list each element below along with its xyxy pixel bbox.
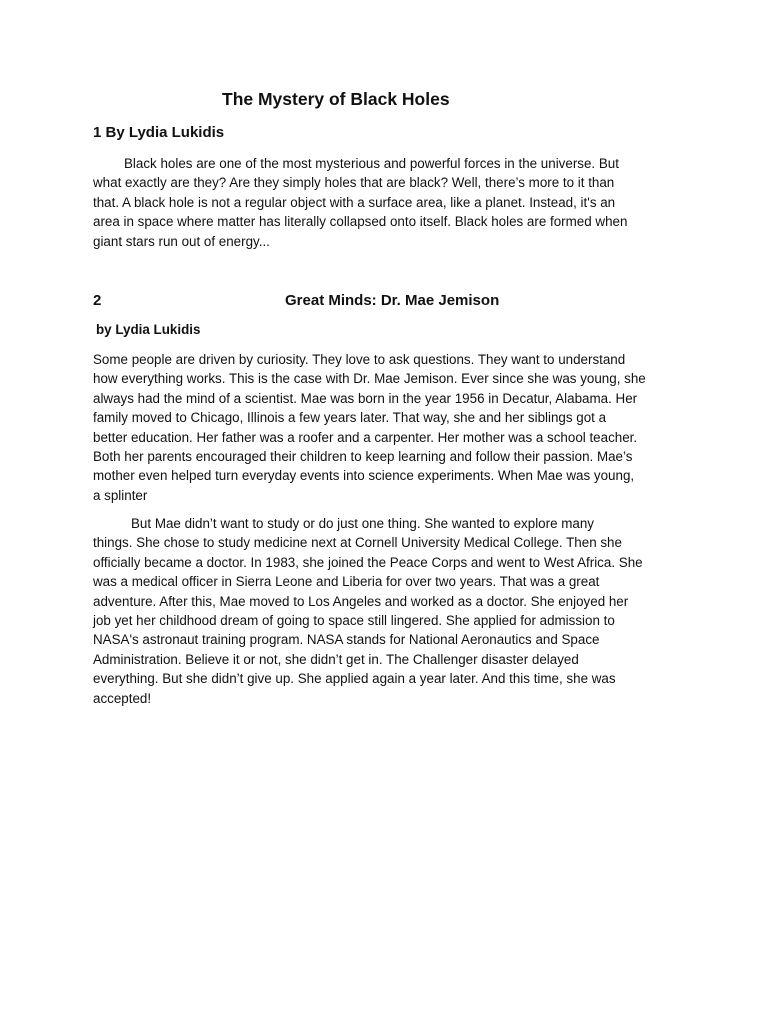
- section1-byline: 1 By Lydia Lukidis: [93, 124, 225, 141]
- paragraph-line: Some people are driven by curiosity. They love to ask questions. They want to understand: [93, 352, 626, 367]
- paragraph-line: things. She chose to study medicine next at Cornell University Medical College. Then she: [93, 535, 622, 551]
- paragraph-line: Both her parents encouraged their children to keep learning and follow their passion. Mae’s: [93, 449, 633, 465]
- paragraph-line: giant stars run out of energy...: [93, 233, 270, 249]
- paragraph-line: was a medical officer in Sierra Leone and Liberia for over two years. That was a great: [93, 574, 600, 590]
- paragraph-line: what exactly are they? Are they simply holes that are black? Well, there’s more to it than: [93, 175, 615, 191]
- paragraph-line: Black holes are one of the most mysterious and powerful forces in the universe. But: [124, 156, 619, 171]
- paragraph-line: a splinter: [93, 487, 148, 503]
- section1-paragraph: [93, 154, 683, 251]
- paragraph-line: job yet her childhood dream of going to space still lingered. She applied for admission to: [93, 613, 615, 629]
- document-title: The Mystery of Black Holes: [222, 89, 450, 109]
- paragraph-line: how everything works. This is the case with Dr. Mae Jemison. Ever since she was young, she: [93, 371, 646, 387]
- paragraph-line: officially became a doctor. In 1983, she joined the Peace Corps and went to West Africa. She: [93, 554, 643, 570]
- paragraph-line: mother even helped turn everyday events into science experiments. When Mae was young,: [93, 468, 635, 484]
- paragraph-line: everything. But she didn’t give up. She applied again a year later. And this time, she was: [93, 671, 616, 687]
- paragraph-line: family moved to Chicago, Illinois a few years later. That way, she and her siblings got a: [93, 410, 607, 426]
- section2-paragraph-1: [93, 350, 683, 505]
- paragraph-line: always had the mind of a scientist. Mae was born in the year 1956 in Decatur, Alabama. Her: [93, 390, 638, 406]
- paragraph-line: better education. Her father was a roofer and a carpenter. Her mother was a school teacher.: [93, 429, 638, 445]
- paragraph-line: NASA's astronaut training program. NASA stands for National Aeronautics and Space: [93, 632, 600, 648]
- section2-paragraph-2: [93, 514, 683, 708]
- section2-number: 2: [93, 292, 102, 309]
- section2-title: Great Minds: Dr. Mae Jemison: [285, 292, 500, 309]
- section2-byline: by Lydia Lukidis: [96, 322, 201, 337]
- paragraph-line: that. A black hole is not a regular object with a surface area, like a planet. Instead, it's an: [93, 194, 616, 210]
- paragraph-line: adventure. After this, Mae moved to Los Angeles and worked as a doctor. She enjoyed her: [93, 593, 629, 609]
- paragraph-line: area in space where matter has literally collapsed onto itself. Black holes are formed when: [93, 214, 628, 230]
- paragraph-line: Administration. Believe it or not, she didn’t get in. The Challenger disaster delayed: [93, 651, 579, 667]
- paragraph-line: accepted!: [93, 690, 152, 706]
- paragraph-line: But Mae didn’t want to study or do just one thing. She wanted to explore many: [131, 516, 594, 531]
